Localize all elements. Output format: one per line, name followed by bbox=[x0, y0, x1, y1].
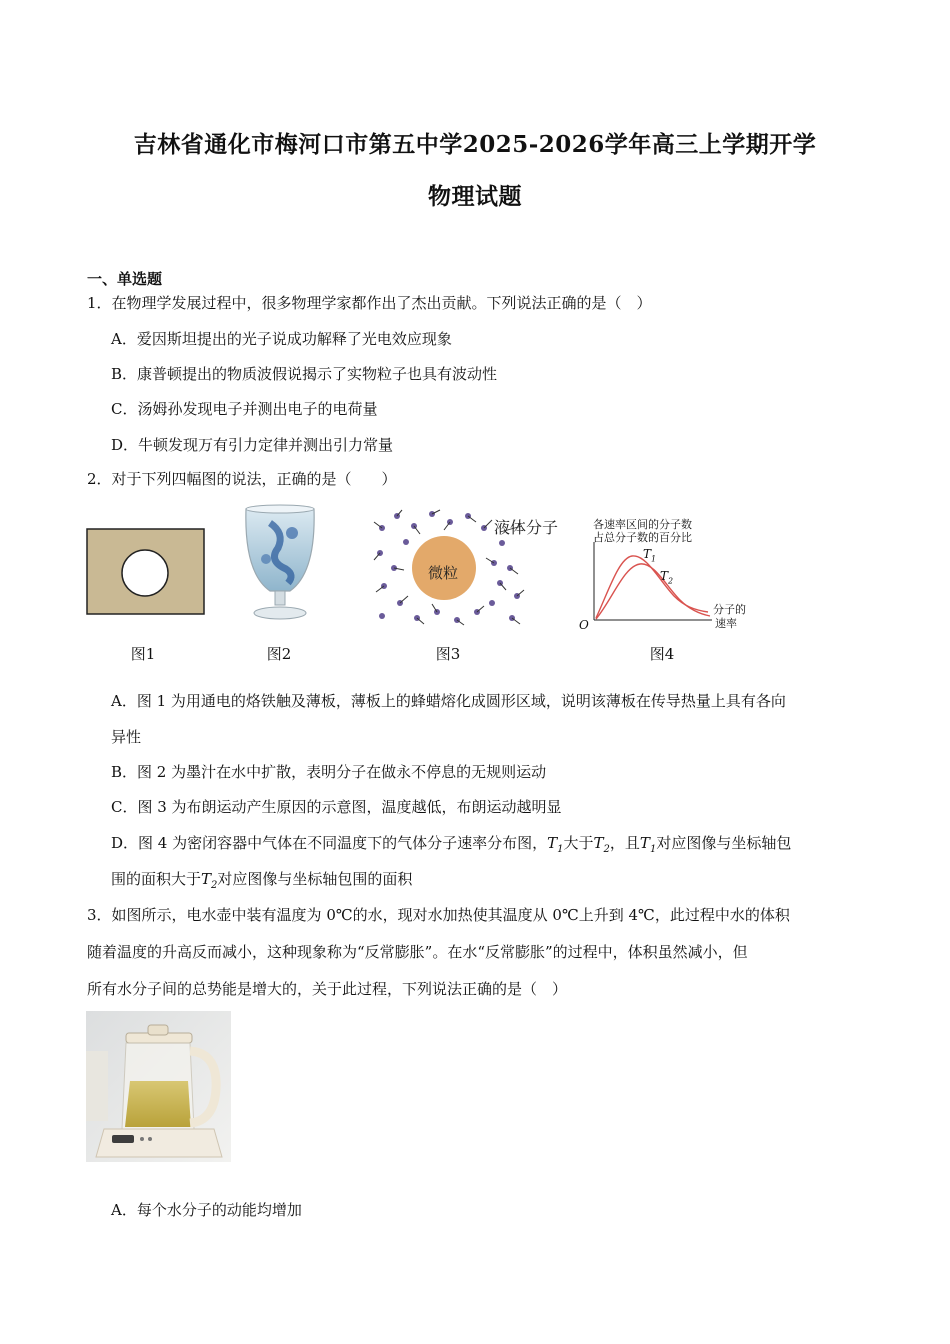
question-1-option-c: C．汤姆孙发现电子并测出电子的电荷量 bbox=[111, 400, 378, 418]
figure-4-t2-label: $T_2$ bbox=[660, 569, 674, 586]
page-title-line1: 吉林省通化市梅河口市第五中学2025-2026学年高三上学期开学 bbox=[133, 131, 817, 158]
question-3-line1: 3．如图所示，电水壶中装有温度为 0℃的水，现对水加热使其温度从 0℃上升到 4℃，此过程中水的体积 bbox=[87, 906, 790, 924]
figure-1-plate bbox=[86, 528, 206, 616]
figure-1-caption: 图1 bbox=[130, 645, 156, 663]
question-1-stem: 1．在物理学发展过程中，很多物理学家都作出了杰出贡献。下列说法正确的是（ ） bbox=[87, 294, 652, 312]
kettle-photo bbox=[86, 1011, 231, 1162]
section-heading: 一、单选题 bbox=[87, 270, 163, 288]
figure-4-caption: 图4 bbox=[649, 645, 675, 663]
question-2-option-b: B．图 2 为墨汁在水中扩散，表明分子在做永不停息的无规则运动 bbox=[111, 763, 547, 781]
question-2-stem: 2．对于下列四幅图的说法，正确的是（ ） bbox=[87, 470, 397, 488]
question-3-option-a: A．每个水分子的动能均增加 bbox=[111, 1201, 302, 1219]
question-1-option-a: A．爱因斯坦提出的光子说成功解释了光电效应现象 bbox=[111, 330, 452, 348]
figure-4-t1-label: $T_1$ bbox=[643, 547, 657, 564]
figure-3-caption: 图3 bbox=[435, 645, 461, 663]
figure-4-origin: O bbox=[579, 618, 589, 632]
figure-2-glass bbox=[240, 503, 320, 623]
question-3-line2: 随着温度的升高反而减小，这种现象称为“反常膨胀”。在水“反常膨胀”的过程中，体积虽然减小，但 bbox=[87, 943, 748, 961]
question-3-line3: 所有水分子间的总势能是增大的，关于此过程，下列说法正确的是（ ） bbox=[87, 980, 568, 998]
question-2-option-c: C．图 3 为布朗运动产生原因的示意图，温度越低，布朗运动越明显 bbox=[111, 798, 562, 816]
figure-4-y-label-1: 各速率区间的分子数 bbox=[593, 518, 692, 531]
figure-4-x-label-1: 分子的 bbox=[713, 603, 746, 616]
question-2-option-a-line2: 异性 bbox=[111, 728, 142, 746]
figure-2-caption: 图2 bbox=[266, 645, 292, 663]
figure-4-x-label-2: 速率 bbox=[715, 617, 737, 630]
figure-3-molecule-label: 液体分子 bbox=[494, 518, 559, 537]
question-1-option-b: B．康普顿提出的物质波假说揭示了实物粒子也具有波动性 bbox=[111, 365, 498, 383]
figure-4-y-label-2: 占总分子数的百分比 bbox=[593, 531, 692, 544]
question-2-option-d-line2: 围的面积大于$T_2$对应图像与坐标轴包围的面积 bbox=[111, 870, 413, 891]
question-2-option-a-line1: A．图 1 为用通电的烙铁触及薄板，薄板上的蜂蜡熔化成圆形区域，说明该薄板在传导热量上具有各向 bbox=[111, 692, 786, 710]
question-1-option-d: D．牛顿发现万有引力定律并测出引力常量 bbox=[111, 436, 394, 454]
question-2-option-d-line1: D．图 4 为密闭容器中气体在不同温度下的气体分子速率分布图，$T_1$大于$T_2$，且$T_1$对应图像与坐标轴包 bbox=[111, 834, 792, 855]
page-title-line2: 物理试题 bbox=[428, 183, 522, 210]
figure-3-particle-label: 微粒 bbox=[428, 564, 459, 582]
